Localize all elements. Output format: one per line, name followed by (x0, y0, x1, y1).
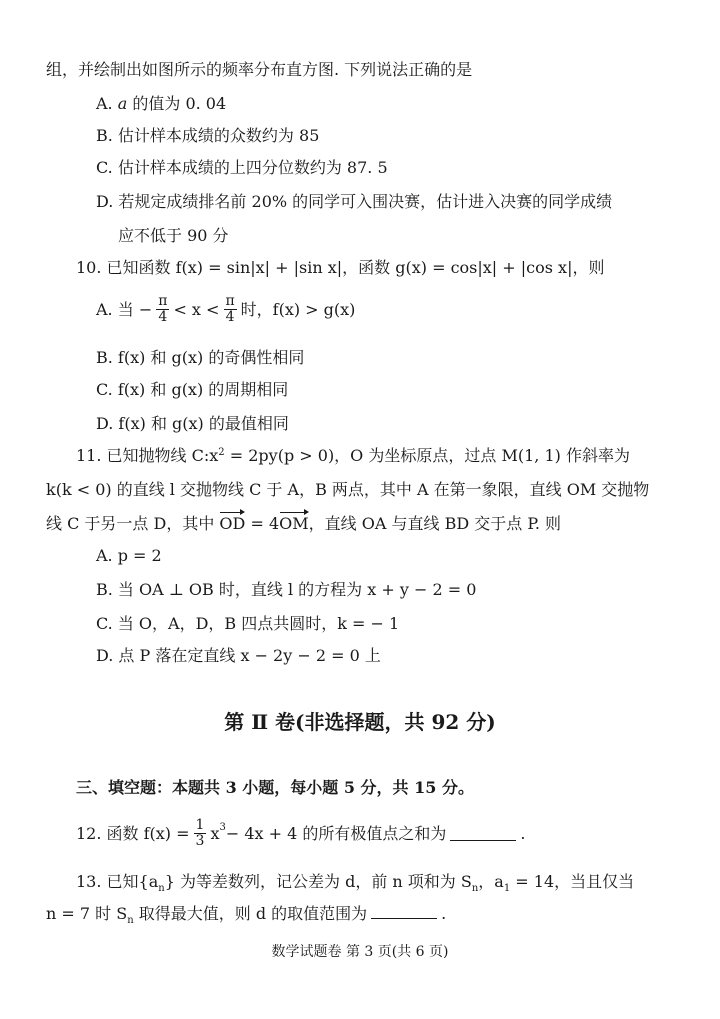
q10-option-a: A. 当 − $\frac{\pi}{4}$ < x < $\frac{\pi}{4}$ 时，f(x) > g(x) (96, 293, 356, 325)
fraction-pi-over-4: $\frac{\pi}{4}$ (158, 293, 168, 325)
part3-heading: 三、填空题：本题共 3 小题，每小题 5 分，共 15 分。 (76, 778, 474, 797)
answer-blank (450, 826, 516, 841)
section-title: 第 Ⅱ 卷(非选择题，共 92 分) (224, 710, 496, 734)
q13-stem-line2: n = 7 时 $S_n$ 取得最大值，则 d 的取值范围为 . (46, 904, 447, 926)
q9-option-b: B. 估计样本成绩的众数约为 85 (96, 126, 320, 145)
q11-option-d: D. 点 P 落在定直线 x − 2y − 2 = 0 上 (96, 646, 381, 665)
fraction-pi-over-4: $\frac{\pi}{4}$ (225, 293, 235, 325)
page-footer: 数学试题卷 第 3 页(共 6 页) (271, 944, 449, 960)
vector-od: OD (219, 514, 246, 533)
q11-option-c: C. 当 O，A，D，B 四点共圆时，k = − 1 (96, 614, 400, 633)
q10-stem: 10. 已知函数 f(x) = sin|x| + |sin x|，函数 g(x) = cos|x| + |cos x|，则 (76, 258, 605, 277)
q9-option-a: A. a 的值为 0. 04 (96, 94, 227, 113)
q11-stem-line1: 11. 已知抛物线 $C:x^2 = 2py(p > 0)$，O 为坐标原点，过点 M(1, 1) 作斜率为 (76, 446, 630, 465)
q9-option-d-line1: D. 若规定成绩排名前 20% 的同学可入围决赛，估计进入决赛的同学成绩 (96, 192, 613, 211)
q10-option-b: B. f(x) 和 g(x) 的奇偶性相同 (96, 348, 305, 367)
q10-option-d: D. f(x) 和 g(x) 的最值相同 (96, 414, 289, 433)
q13-stem-line1: 13. 已知$\{a_n\}$ 为等差数列，记公差为 d，前 n 项和为 $S_n$，$a_1 = 14$，当且仅当 (76, 872, 635, 894)
vector-om: OM (279, 514, 309, 533)
q11-stem-line2: k(k < 0) 的直线 l 交抛物线 C 于 A，B 两点，其中 A 在第一象限，直线 OM 交抛物 (46, 480, 650, 499)
q9-option-c: C. 估计样本成绩的上四分位数约为 87. 5 (96, 158, 388, 177)
q11-stem-line3: 线 C 于另一点 D，其中 OD = 4OM，直线 OA 与直线 BD 交于点 P. 则 (46, 514, 562, 533)
q11-option-b: B. 当 OA ⊥ OB 时，直线 l 的方程为 x + y − 2 = 0 (96, 580, 477, 599)
q9-option-d-line2: 应不低于 90 分 (118, 226, 229, 245)
q9-stem-tail: 组，并绘制出如图所示的频率分布直方图. 下列说法正确的是 (46, 60, 473, 79)
fraction-one-third: $\frac{1}{3}$ (195, 817, 205, 849)
answer-blank (371, 904, 437, 919)
q11-option-a: A. p = 2 (96, 546, 162, 565)
q10-option-c: C. f(x) 和 g(x) 的周期相同 (96, 380, 289, 399)
q12-stem: 12. 函数 f(x) = $\frac{1}{3}$ x 3 − 4x + 4 的所有极值点之和为 . (76, 817, 526, 849)
